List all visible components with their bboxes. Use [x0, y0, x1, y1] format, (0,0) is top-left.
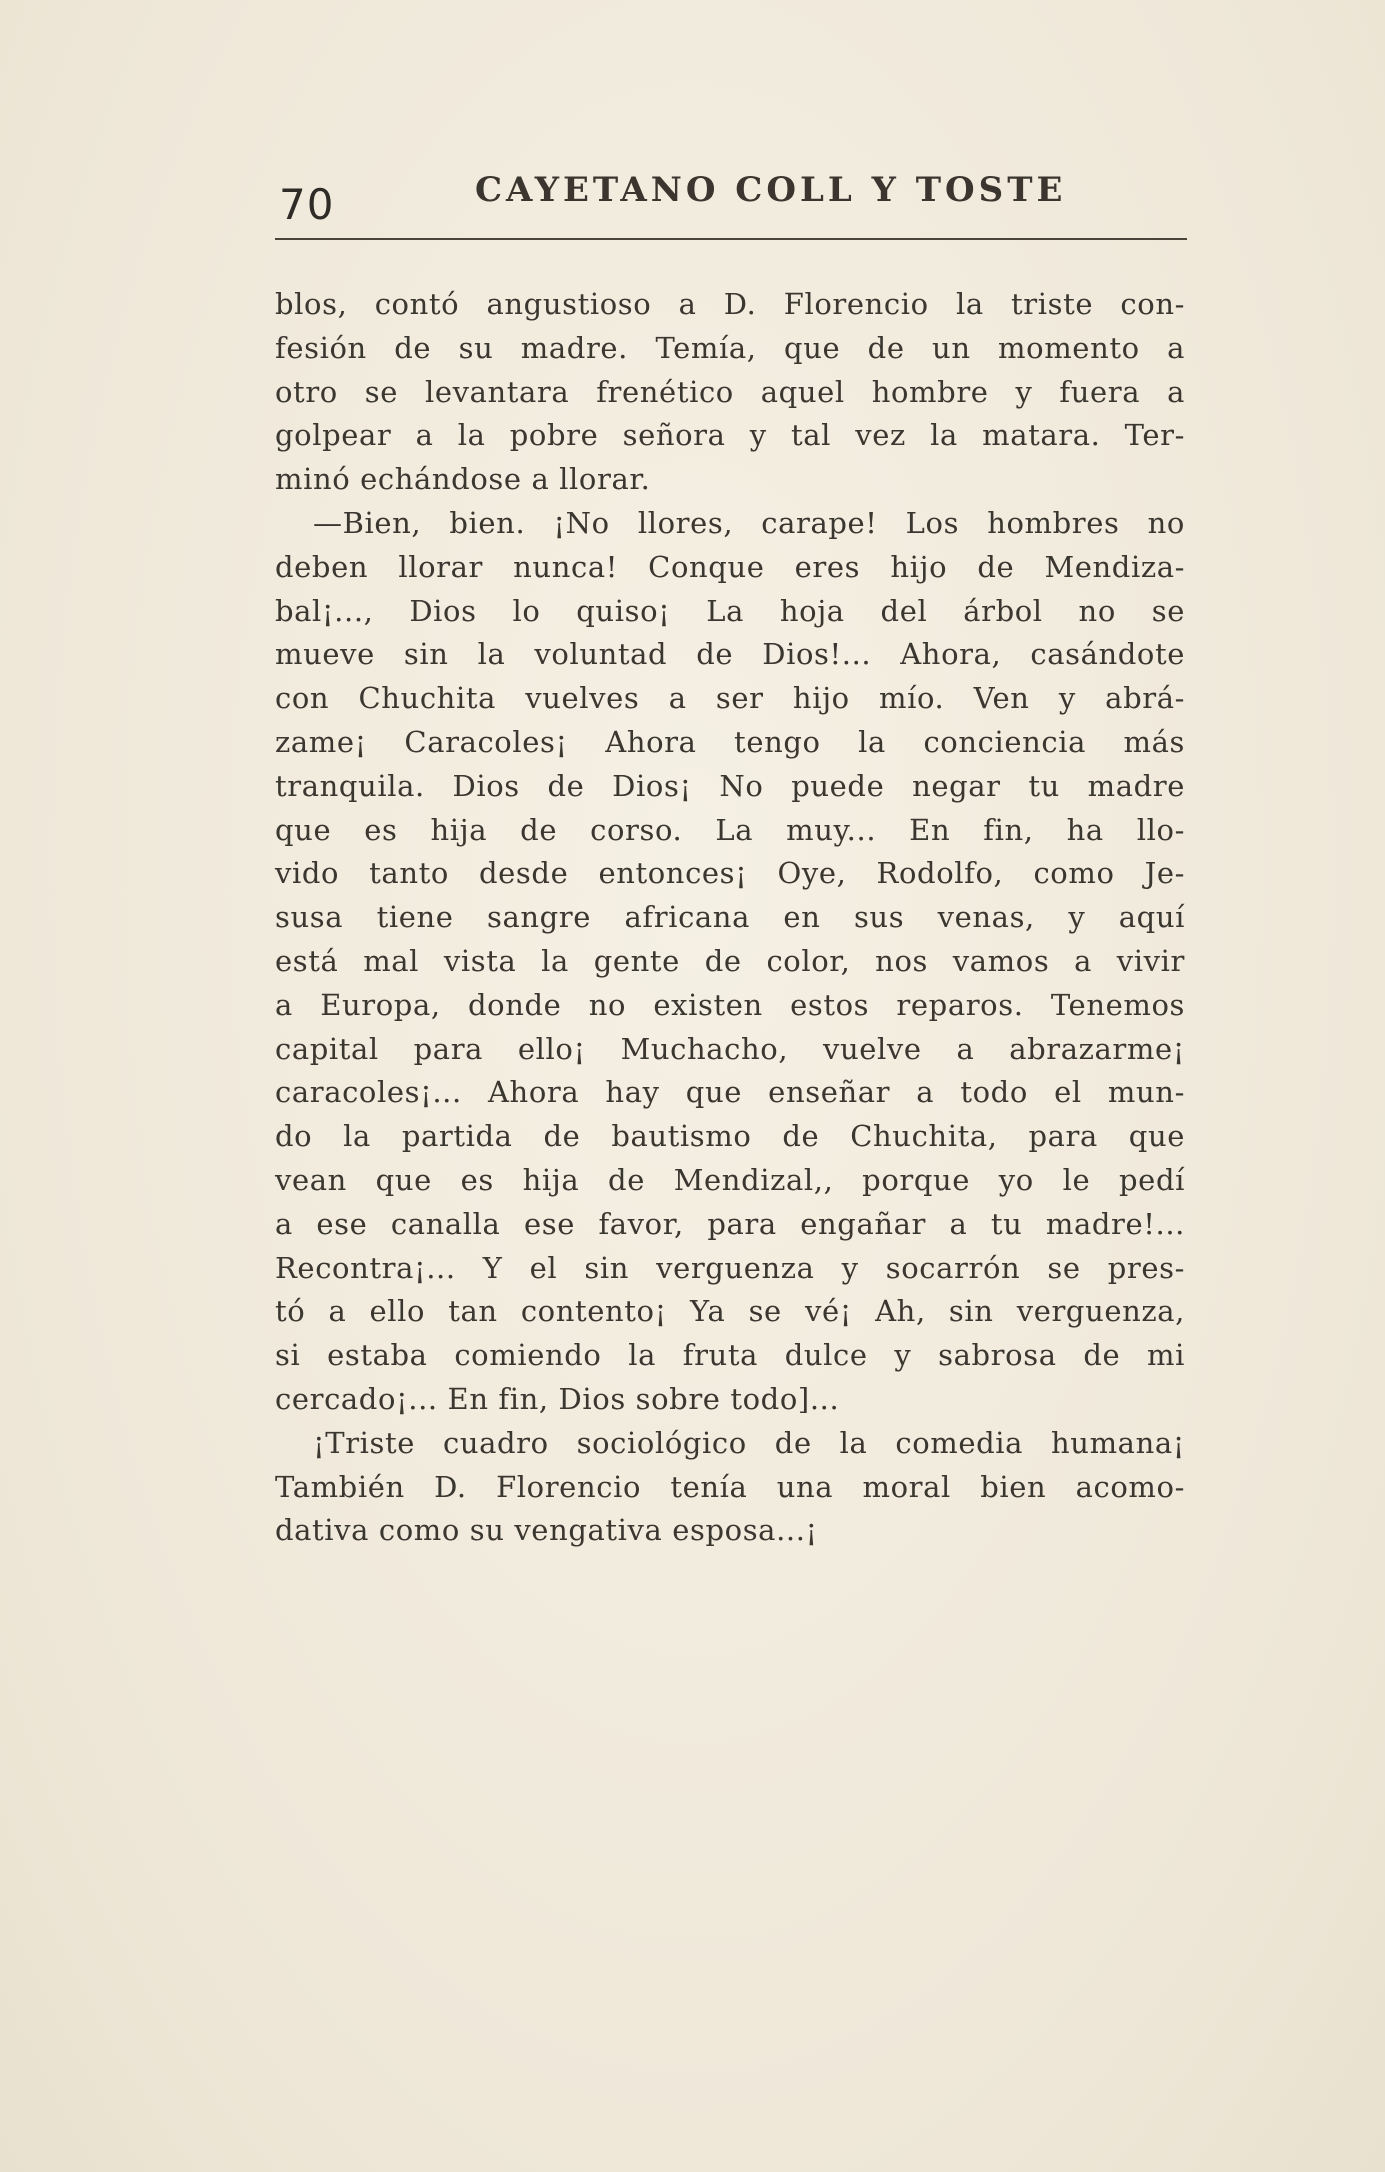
text-line: a Europa, donde no existen estos reparos. Tenemos [275, 987, 1185, 1022]
text-line: vido tanto desde entonces¡ Oye, Rodolfo, como Je- [275, 856, 1185, 891]
header-rule [275, 238, 1187, 240]
text-line: tranquila. Dios de Dios¡ No puede negar tu madre [275, 768, 1185, 803]
text-line: bal¡..., Dios lo quiso¡ La hoja del árbol no se [275, 593, 1185, 628]
body-text [275, 283, 1185, 1553]
text-line: —Bien, bien. ¡No llores, carape! Los hombres no [313, 505, 1185, 540]
page-number: 70 [279, 180, 335, 229]
text-line: deben llorar nunca! Conque eres hijo de Mendiza- [275, 549, 1185, 584]
text-line: También D. Florencio tenía una moral bien acomo- [275, 1469, 1185, 1504]
text-line: que es hija de corso. La muy... En fin, ha llo- [275, 812, 1185, 847]
text-line: Recontra¡... Y el sin verguenza y socarrón se pres- [275, 1250, 1185, 1285]
text-line: si estaba comiendo la fruta dulce y sabrosa de mi [275, 1338, 1185, 1373]
text-line: caracoles¡... Ahora hay que enseñar a todo el mun- [275, 1075, 1185, 1110]
text-line: ¡Triste cuadro sociológico de la comedia humana¡ [313, 1425, 1185, 1460]
text-line: a ese canalla ese favor, para engañar a tu madre!... [275, 1206, 1185, 1241]
text-line: blos, contó angustioso a D. Florencio la triste con- [275, 287, 1185, 321]
text-line: capital para ello¡ Muchacho, vuelve a abrazarme¡ [275, 1031, 1185, 1066]
text-line: otro se levantara frenético aquel hombre y fuera a [275, 374, 1185, 409]
text-line: mueve sin la voluntad de Dios!... Ahora, casándote [275, 637, 1185, 672]
text-line: con Chuchita vuelves a ser hijo mío. Ven y abrá- [275, 681, 1185, 716]
text-line: tó a ello tan contento¡ Ya se vé¡ Ah, sin verguenza, [275, 1294, 1185, 1329]
text-line: zame¡ Caracoles¡ Ahora tengo la conciencia más [275, 724, 1185, 759]
running-head: CAYETANO COLL Y TOSTE [475, 170, 1067, 210]
text-line: vean que es hija de Mendizal,, porque yo le pedí [275, 1162, 1185, 1197]
text-line: susa tiene sangre africana en sus venas, y aquí [275, 900, 1185, 935]
text-line: dativa como su vengativa esposa...¡ [275, 1513, 818, 1548]
text-line: minó echándose a llorar. [275, 462, 651, 497]
page-header [275, 160, 1187, 242]
text-line: fesión de su madre. Temía, que de un momento a [275, 330, 1185, 365]
text-line: do la partida de bautismo de Chuchita, para que [275, 1119, 1185, 1154]
text-line: golpear a la pobre señora y tal vez la matara. Ter- [275, 418, 1185, 453]
text-line: está mal vista la gente de color, nos vamos a vivir [275, 943, 1185, 978]
text-line: cercado¡... En fin, Dios sobre todo]... [275, 1381, 840, 1416]
